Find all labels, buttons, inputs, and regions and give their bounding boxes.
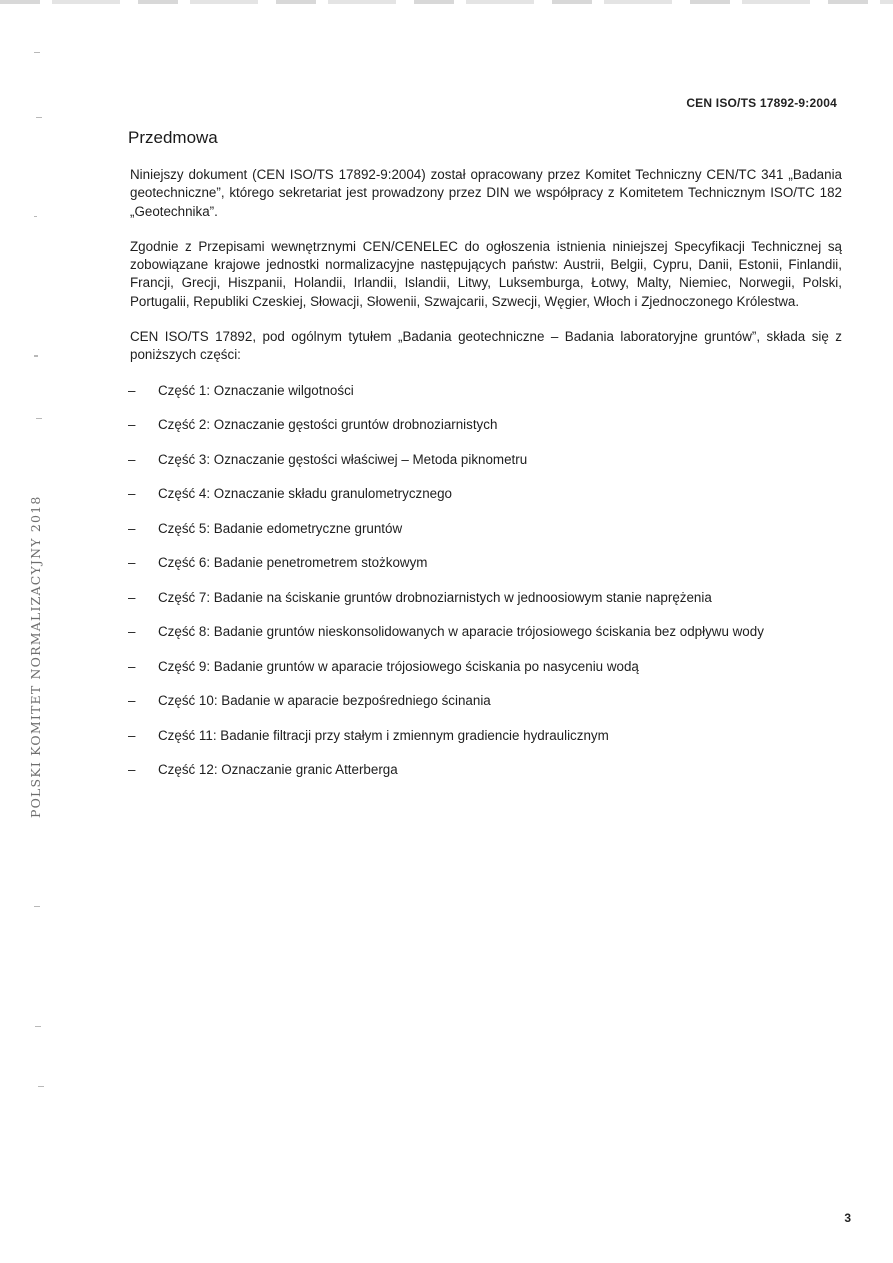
list-item-text: Część 11: Badanie filtracji przy stałym i zmiennym gradiencie hydraulicznym xyxy=(158,727,609,743)
scan-speck xyxy=(34,52,40,53)
scan-speck xyxy=(34,355,38,357)
document-body xyxy=(130,166,842,796)
paragraph: CEN ISO/TS 17892, pod ogólnym tytułem „Badania geotechniczne – Badania laboratoryjne gruntów”, składa się z poniższych części: xyxy=(130,329,842,363)
scan-speck xyxy=(35,1026,41,1027)
list-dash: – xyxy=(128,658,136,674)
list-item-text: Część 9: Badanie gruntów w aparacie trójosiowego ściskania po nasyceniu wodą xyxy=(158,658,639,674)
list-item xyxy=(128,727,842,762)
parts-list xyxy=(130,382,842,796)
list-item xyxy=(128,692,842,727)
list-item-text: Część 7: Badanie na ściskanie gruntów drobnoziarnistych w jednoosiowym stanie naprężenia xyxy=(158,589,712,605)
list-item xyxy=(128,382,842,417)
list-item xyxy=(128,451,842,486)
list-item-text: Część 1: Oznaczanie wilgotności xyxy=(158,382,354,398)
scan-edge-artifact xyxy=(0,0,893,4)
list-dash: – xyxy=(128,624,136,640)
list-item xyxy=(128,761,842,796)
list-item xyxy=(128,554,842,589)
side-stamp-watermark: POLSKI KOMITET NORMALIZACYJNY 2018 xyxy=(28,495,43,818)
list-dash: – xyxy=(128,520,136,536)
list-item xyxy=(128,589,842,624)
list-dash: – xyxy=(128,727,136,743)
list-dash: – xyxy=(128,589,136,605)
paragraph: Niniejszy dokument (CEN ISO/TS 17892-9:2004) został opracowany przez Komitet Techniczny CEN/TC 341 „Badania geotechniczne”, którego sekretariat jest prowadzony przez DIN we współpracy z Komitetem Technicznym ISO/TC 182 „Geotechnika”. xyxy=(130,167,842,219)
list-item xyxy=(128,416,842,451)
list-dash: – xyxy=(128,486,136,502)
scan-speck xyxy=(38,1086,44,1087)
list-item-text: Część 6: Badanie penetrometrem stożkowym xyxy=(158,555,428,571)
page-title: Przedmowa xyxy=(128,128,218,147)
list-dash: – xyxy=(128,555,136,571)
list-item-text: Część 8: Badanie gruntów nieskonsolidowanych w aparacie trójosiowego ściskania bez odpływu wody xyxy=(158,624,764,640)
scan-speck xyxy=(36,117,42,118)
list-item-text: Część 12: Oznaczanie granic Atterberga xyxy=(158,762,398,778)
scan-speck xyxy=(34,906,40,907)
list-dash: – xyxy=(128,451,136,467)
list-item-text: Część 10: Badanie w aparacie bezpośredniego ścinania xyxy=(158,693,491,709)
list-item xyxy=(128,485,842,520)
list-item-text: Część 3: Oznaczanie gęstości właściwej – Metoda piknometru xyxy=(158,451,528,467)
paragraph: Zgodnie z Przepisami wewnętrznymi CEN/CENELEC do ogłoszenia istnienia niniejszej Specyfikacji Technicznej są zobowiązane krajowe jednostki normalizacyjne następujących państw: Austrii, Belgii, Cypru, Danii, Estonii, Finlandii, Francji, Grecji, Hiszpanii, Holandii, Irlandii, Islandii, Litwy, Luksemburga, Łotwy, Malty, Niemiec, Norwegii, Polski, Portugalii, Republiki Czeskiej, Słowacji, Słowenii, Szwajcarii, Szwecji, Węgier, Włoch i Zjednoczonego Królestwa. xyxy=(130,238,842,309)
list-item xyxy=(128,520,842,555)
document-code: CEN ISO/TS 17892-9:2004 xyxy=(686,96,837,110)
list-dash: – xyxy=(128,762,136,778)
list-dash: – xyxy=(128,417,136,433)
page-number: 3 xyxy=(844,1211,851,1225)
list-item-text: Część 4: Oznaczanie składu granulometrycznego xyxy=(158,486,452,502)
list-item xyxy=(128,658,842,693)
list-item-text: Część 5: Badanie edometryczne gruntów xyxy=(158,520,403,536)
list-dash: – xyxy=(128,382,136,398)
scan-speck xyxy=(36,418,42,419)
scan-speck xyxy=(34,216,37,217)
list-item-text: Część 2: Oznaczanie gęstości gruntów drobnoziarnistych xyxy=(158,417,498,433)
list-item xyxy=(128,623,842,658)
list-dash: – xyxy=(128,693,136,709)
